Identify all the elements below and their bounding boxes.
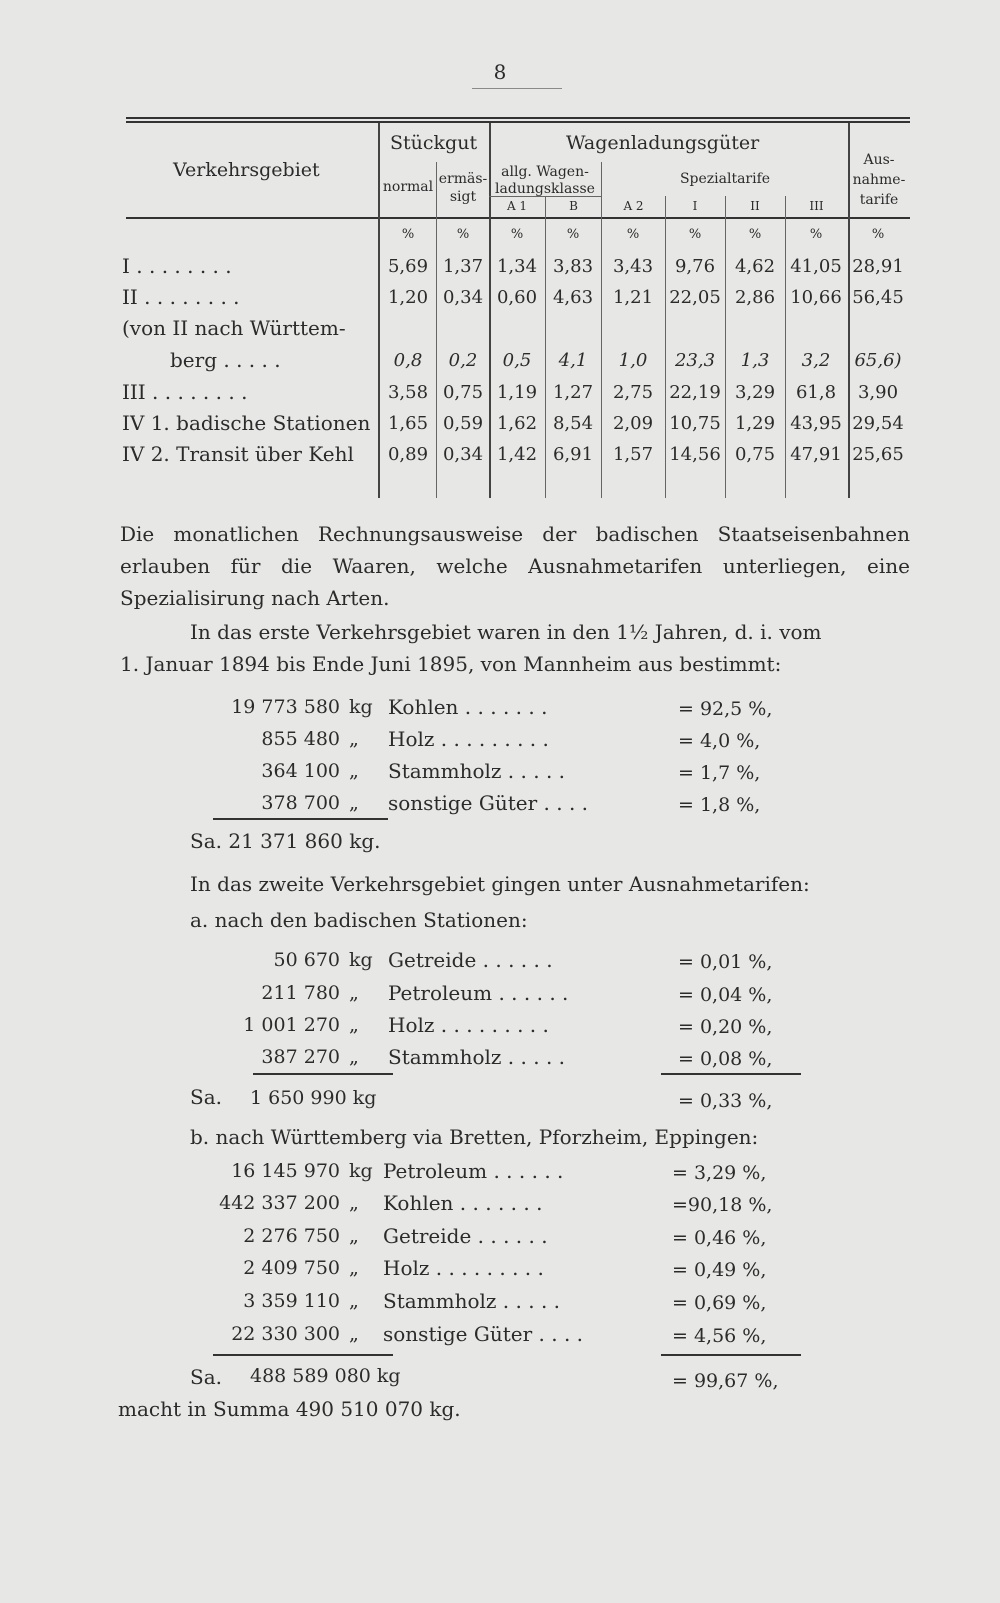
header-normal: normal	[382, 179, 434, 195]
goods-amount: 855 480	[261, 728, 340, 750]
table-cell: 4,63	[552, 287, 594, 308]
goods-percent: = 92,5 %,	[678, 698, 773, 720]
row-label: III . . . . . . . .	[122, 380, 248, 404]
table-cell: 3,83	[552, 256, 594, 277]
goods-unit: „	[349, 792, 359, 814]
page-number-rule	[472, 88, 562, 89]
header-spezialtarife: Spezialtarife	[679, 171, 771, 187]
paragraph-erstes-verkehrsgebiet-line1: In das erste Verkehrsgebiet waren in den 1½ Jahren, d. i. vom	[190, 620, 822, 644]
table-cell: 3,43	[612, 256, 654, 277]
goods-unit: „	[349, 1014, 359, 1036]
table-cell: 1,34	[496, 256, 538, 277]
goods-percent: = 0,46 %,	[672, 1227, 767, 1249]
table-cell: 0,8	[393, 350, 423, 371]
goods-amount: 19 773 580	[231, 696, 340, 718]
row-label: II . . . . . . . .	[122, 285, 240, 309]
subheading-badische-stationen: a. nach den badischen Stationen:	[190, 908, 528, 932]
sum-amount: 488 589 080 kg	[250, 1365, 401, 1387]
row-label: I . . . . . . . .	[122, 254, 232, 278]
goods-name: Petroleum . . . . . .	[383, 1159, 564, 1183]
table-top-rule-2	[126, 121, 910, 123]
table-cell: 5,69	[387, 256, 429, 277]
table-cell: 4,62	[734, 256, 776, 277]
table-cell: 1,42	[496, 444, 538, 465]
goods-amount: 16 145 970	[231, 1160, 340, 1182]
goods-unit: kg	[349, 949, 373, 971]
sum-rule	[213, 818, 388, 820]
goods-unit: „	[349, 760, 359, 782]
goods-percent: = 0,01 %,	[678, 951, 773, 973]
final-total: macht in Summa 490 510 070 kg.	[118, 1397, 461, 1421]
table-cell: 0,2	[448, 350, 478, 371]
goods-percent: = 4,0 %,	[678, 730, 761, 752]
table-cell: 61,8	[795, 382, 837, 403]
table-cell: 0,75	[734, 444, 776, 465]
header-ausnahmetarife: Aus- nahme- tarife	[852, 152, 906, 208]
unit-percent: %	[510, 227, 524, 242]
sum-label: Sa.	[190, 1085, 222, 1109]
table-cell: 14,56	[669, 444, 721, 465]
goods-name: Holz . . . . . . . . .	[388, 1013, 549, 1037]
paragraph-zweites-verkehrsgebiet: In das zweite Verkehrsgebiet gingen unter Ausnahmetarifen:	[190, 872, 810, 896]
table-cell: 0,34	[442, 444, 484, 465]
header-wagenladungsgueter: Wagenladungsgüter	[566, 132, 760, 154]
table-cell: 3,29	[734, 382, 776, 403]
goods-percent: = 0,49 %,	[672, 1259, 767, 1281]
table-cell: 25,65	[852, 444, 904, 465]
sum-label: Sa.	[190, 1365, 222, 1389]
table-cell: 0,59	[442, 413, 484, 434]
table-top-rule	[126, 117, 910, 119]
table-cell: 10,66	[790, 287, 842, 308]
table-cell: 47,91	[790, 444, 842, 465]
goods-name: sonstige Güter . . . .	[383, 1322, 584, 1346]
unit-percent: %	[401, 227, 415, 242]
table-cell: 65,6)	[854, 350, 902, 371]
goods-amount: 2 276 750	[243, 1225, 340, 1247]
sum-percent: = 99,67 %,	[672, 1370, 779, 1392]
table-cell: 0,34	[442, 287, 484, 308]
table-cell: 56,45	[852, 287, 904, 308]
goods-unit: „	[349, 1257, 359, 1279]
header-a1: A 1	[506, 199, 528, 213]
sum-rule	[661, 1354, 801, 1356]
header-stueckgut: Stückgut	[390, 132, 478, 154]
table-cell: 6,91	[552, 444, 594, 465]
sum-mannheim: Sa. 21 371 860 kg.	[190, 829, 381, 853]
table-cell: 10,75	[669, 413, 721, 434]
goods-unit: „	[349, 728, 359, 750]
goods-percent: = 1,7 %,	[678, 762, 761, 784]
unit-percent: %	[566, 227, 580, 242]
header-allg-wagenladungsklasse: allg. Wagen- ladungsklasse	[495, 164, 595, 197]
goods-percent: = 3,29 %,	[672, 1162, 767, 1184]
row-label: IV 2. Transit über Kehl	[122, 442, 354, 466]
goods-percent: = 0,08 %,	[678, 1048, 773, 1070]
table-cell: 41,05	[790, 256, 842, 277]
table-cell: 23,3	[674, 350, 716, 371]
header-ermaessigt: ermäs- sigt	[438, 171, 488, 205]
goods-name: Kohlen . . . . . . .	[388, 695, 548, 719]
row-label: (von II nach Württem-	[122, 316, 346, 340]
sum-rule	[661, 1073, 801, 1075]
header-verkehrsgebiet: Verkehrsgebiet	[173, 159, 320, 181]
unit-percent: %	[809, 227, 823, 242]
goods-percent: = 0,04 %,	[678, 984, 773, 1006]
sum-percent: = 0,33 %,	[678, 1090, 773, 1112]
goods-amount: 364 100	[261, 760, 340, 782]
goods-name: Holz . . . . . . . . .	[383, 1256, 544, 1280]
paragraph-rechnungsausweise: Die monatlichen Rechnungsausweise der badischen Staatseisenbahnen erlauben für die Waaren, welche Ausnahmetarifen unterliegen, eine Spezialisirung nach Arten.	[120, 522, 910, 610]
goods-amount: 3 359 110	[243, 1290, 340, 1312]
table-cell: 0,89	[387, 444, 429, 465]
table-cell: 1,57	[612, 444, 654, 465]
table-cell: 29,54	[852, 413, 904, 434]
table-cell: 0,5	[502, 350, 532, 371]
table-cell: 1,21	[612, 287, 654, 308]
goods-name: Kohlen . . . . . . .	[383, 1191, 543, 1215]
goods-percent: = 4,56 %,	[672, 1325, 767, 1347]
goods-percent: =90,18 %,	[672, 1194, 773, 1216]
goods-name: Stammholz . . . . .	[383, 1289, 561, 1313]
goods-unit: „	[349, 982, 359, 1004]
goods-name: sonstige Güter . . . .	[388, 791, 589, 815]
header-b: B	[569, 199, 578, 213]
page-number: 8	[493, 60, 507, 84]
table-cell: 22,19	[669, 382, 721, 403]
goods-unit: „	[349, 1323, 359, 1345]
table-cell: 28,91	[852, 256, 904, 277]
goods-amount: 442 337 200	[219, 1192, 340, 1214]
table-cell: 1,19	[496, 382, 538, 403]
goods-amount: 1 001 270	[243, 1014, 340, 1036]
table-cell: 9,76	[674, 256, 716, 277]
goods-name: Getreide . . . . . .	[388, 948, 553, 972]
goods-amount: 378 700	[261, 792, 340, 814]
table-cell: 1,0	[618, 350, 648, 371]
table-cell: 3,90	[857, 382, 899, 403]
table-cell: 1,29	[734, 413, 776, 434]
goods-unit: „	[349, 1290, 359, 1312]
header-iii: III	[809, 199, 824, 213]
table-cell: 2,86	[734, 287, 776, 308]
table-cell: 43,95	[790, 413, 842, 434]
sum-rule	[253, 1073, 393, 1075]
goods-amount: 50 670	[273, 949, 340, 971]
table-cell: 1,37	[442, 256, 484, 277]
table-cell: 1,27	[552, 382, 594, 403]
table-cell: 1,62	[496, 413, 538, 434]
goods-unit: „	[349, 1046, 359, 1068]
header-a2: A 2	[623, 199, 644, 213]
unit-percent: %	[456, 227, 470, 242]
row-label: IV 1. badische Stationen	[122, 411, 371, 435]
goods-amount: 211 780	[261, 982, 340, 1004]
goods-amount: 2 409 750	[243, 1257, 340, 1279]
goods-percent: = 1,8 %,	[678, 794, 761, 816]
table-cell: 2,09	[612, 413, 654, 434]
goods-unit: „	[349, 1192, 359, 1214]
header-ii: II	[750, 199, 760, 213]
table-cell: 8,54	[552, 413, 594, 434]
table-cell: 0,60	[496, 287, 538, 308]
goods-unit: „	[349, 1225, 359, 1247]
table-cell: 2,75	[612, 382, 654, 403]
unit-percent: %	[748, 227, 762, 242]
subheading-wuerttemberg: b. nach Württemberg via Bretten, Pforzheim, Eppingen:	[190, 1125, 759, 1149]
table-cell: 0,75	[442, 382, 484, 403]
goods-unit: kg	[349, 1160, 373, 1182]
table-cell: 1,3	[740, 350, 770, 371]
table-cell: 1,20	[387, 287, 429, 308]
table-cell: 3,58	[387, 382, 429, 403]
goods-name: Holz . . . . . . . . .	[388, 727, 549, 751]
goods-amount: 387 270	[261, 1046, 340, 1068]
goods-name: Stammholz . . . . .	[388, 759, 566, 783]
goods-name: Getreide . . . . . .	[383, 1224, 548, 1248]
header-i: I	[692, 199, 698, 213]
table-cell: 1,65	[387, 413, 429, 434]
row-label: berg . . . . .	[170, 348, 281, 372]
goods-unit: kg	[349, 696, 373, 718]
table-cell: 4,1	[558, 350, 588, 371]
goods-amount: 22 330 300	[231, 1323, 340, 1345]
goods-name: Petroleum . . . . . .	[388, 981, 569, 1005]
unit-percent: %	[871, 227, 885, 242]
paragraph-erstes-verkehrsgebiet-line2: 1. Januar 1894 bis Ende Juni 1895, von Mannheim aus bestimmt:	[120, 652, 782, 676]
table-cell: 3,2	[801, 350, 831, 371]
unit-percent: %	[626, 227, 640, 242]
goods-percent: = 0,20 %,	[678, 1016, 773, 1038]
col-divider	[848, 123, 850, 498]
sum-rule	[213, 1354, 393, 1356]
goods-name: Stammholz . . . . .	[388, 1045, 566, 1069]
table-cell: 22,05	[669, 287, 721, 308]
goods-percent: = 0,69 %,	[672, 1292, 767, 1314]
table-header-rule	[126, 217, 910, 219]
unit-percent: %	[688, 227, 702, 242]
sum-amount: 1 650 990 kg	[250, 1087, 377, 1109]
